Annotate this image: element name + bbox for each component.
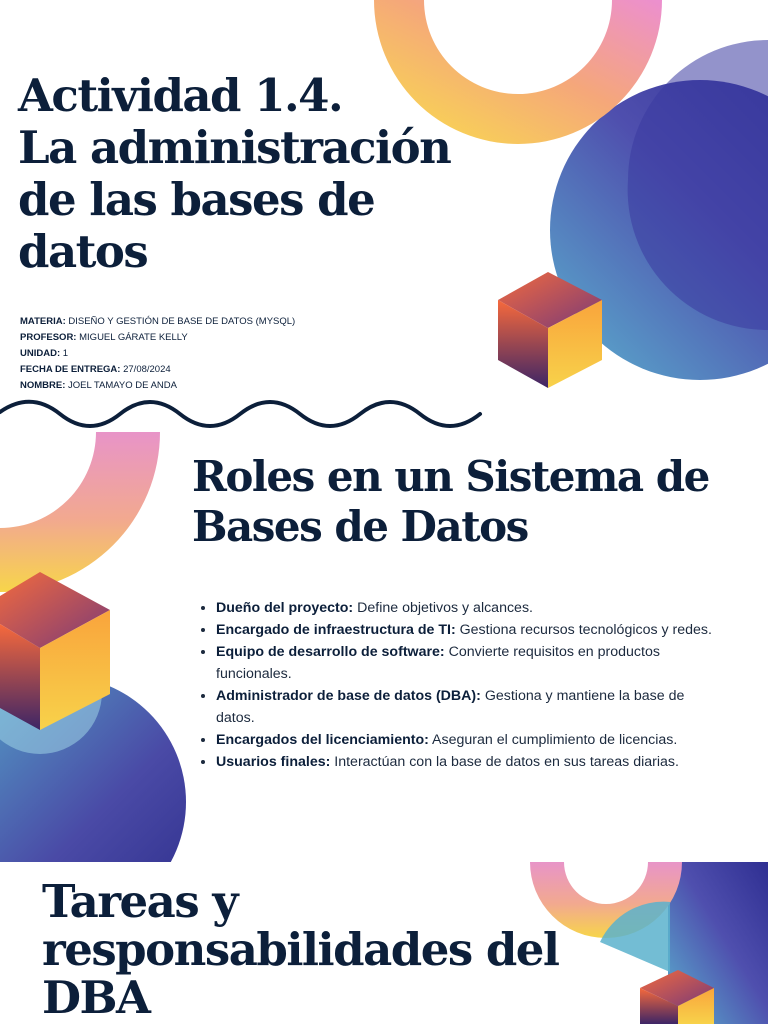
- list-item: • Administrador de base de datos (DBA): Gestiona y mantiene la base de datos.: [216, 685, 716, 729]
- list-item: • Dueño del proyecto: Define objetivos y alcances.: [216, 597, 716, 619]
- slide-1-title: Actividad 1.4. La administración de las bases de datos: [18, 69, 451, 278]
- detail-materia: MATERIA: DISEÑO Y GESTIÓN DE BASE DE DATOS (MYSQL): [20, 316, 296, 327]
- detail-nombre: NOMBRE: JOEL TAMAYO DE ANDA: [20, 380, 177, 391]
- gradient-ring-shape: [0, 432, 160, 592]
- list-item: • Equipo de desarrollo de software: Convierte requisitos en productos funcionales.: [216, 641, 716, 685]
- slide-1: [0, 0, 768, 432]
- detail-fecha-entrega: FECHA DE ENTREGA: 27/08/2024: [20, 364, 171, 375]
- assignment-details: [20, 314, 420, 394]
- list-item: • Encargado de infraestructura de TI: Gestiona recursos tecnológicos y redes.: [216, 619, 716, 641]
- roles-list: [200, 597, 716, 773]
- slide-2-title: Roles en un Sistema de Bases de Datos: [192, 452, 709, 551]
- detail-profesor: PROFESOR: MIGUEL GÁRATE KELLY: [20, 332, 188, 343]
- list-item: • Usuarios finales: Interactúan con la base de datos en sus tareas diarias.: [216, 751, 716, 773]
- list-item: • Encargados del licenciamiento: Aseguran el cumplimiento de licencias.: [216, 729, 716, 751]
- detail-unidad: UNIDAD: 1: [20, 348, 69, 359]
- slide-3-title: Tareas y responsabilidades del DBA: [42, 875, 559, 1024]
- wave-line-shape: [0, 402, 480, 426]
